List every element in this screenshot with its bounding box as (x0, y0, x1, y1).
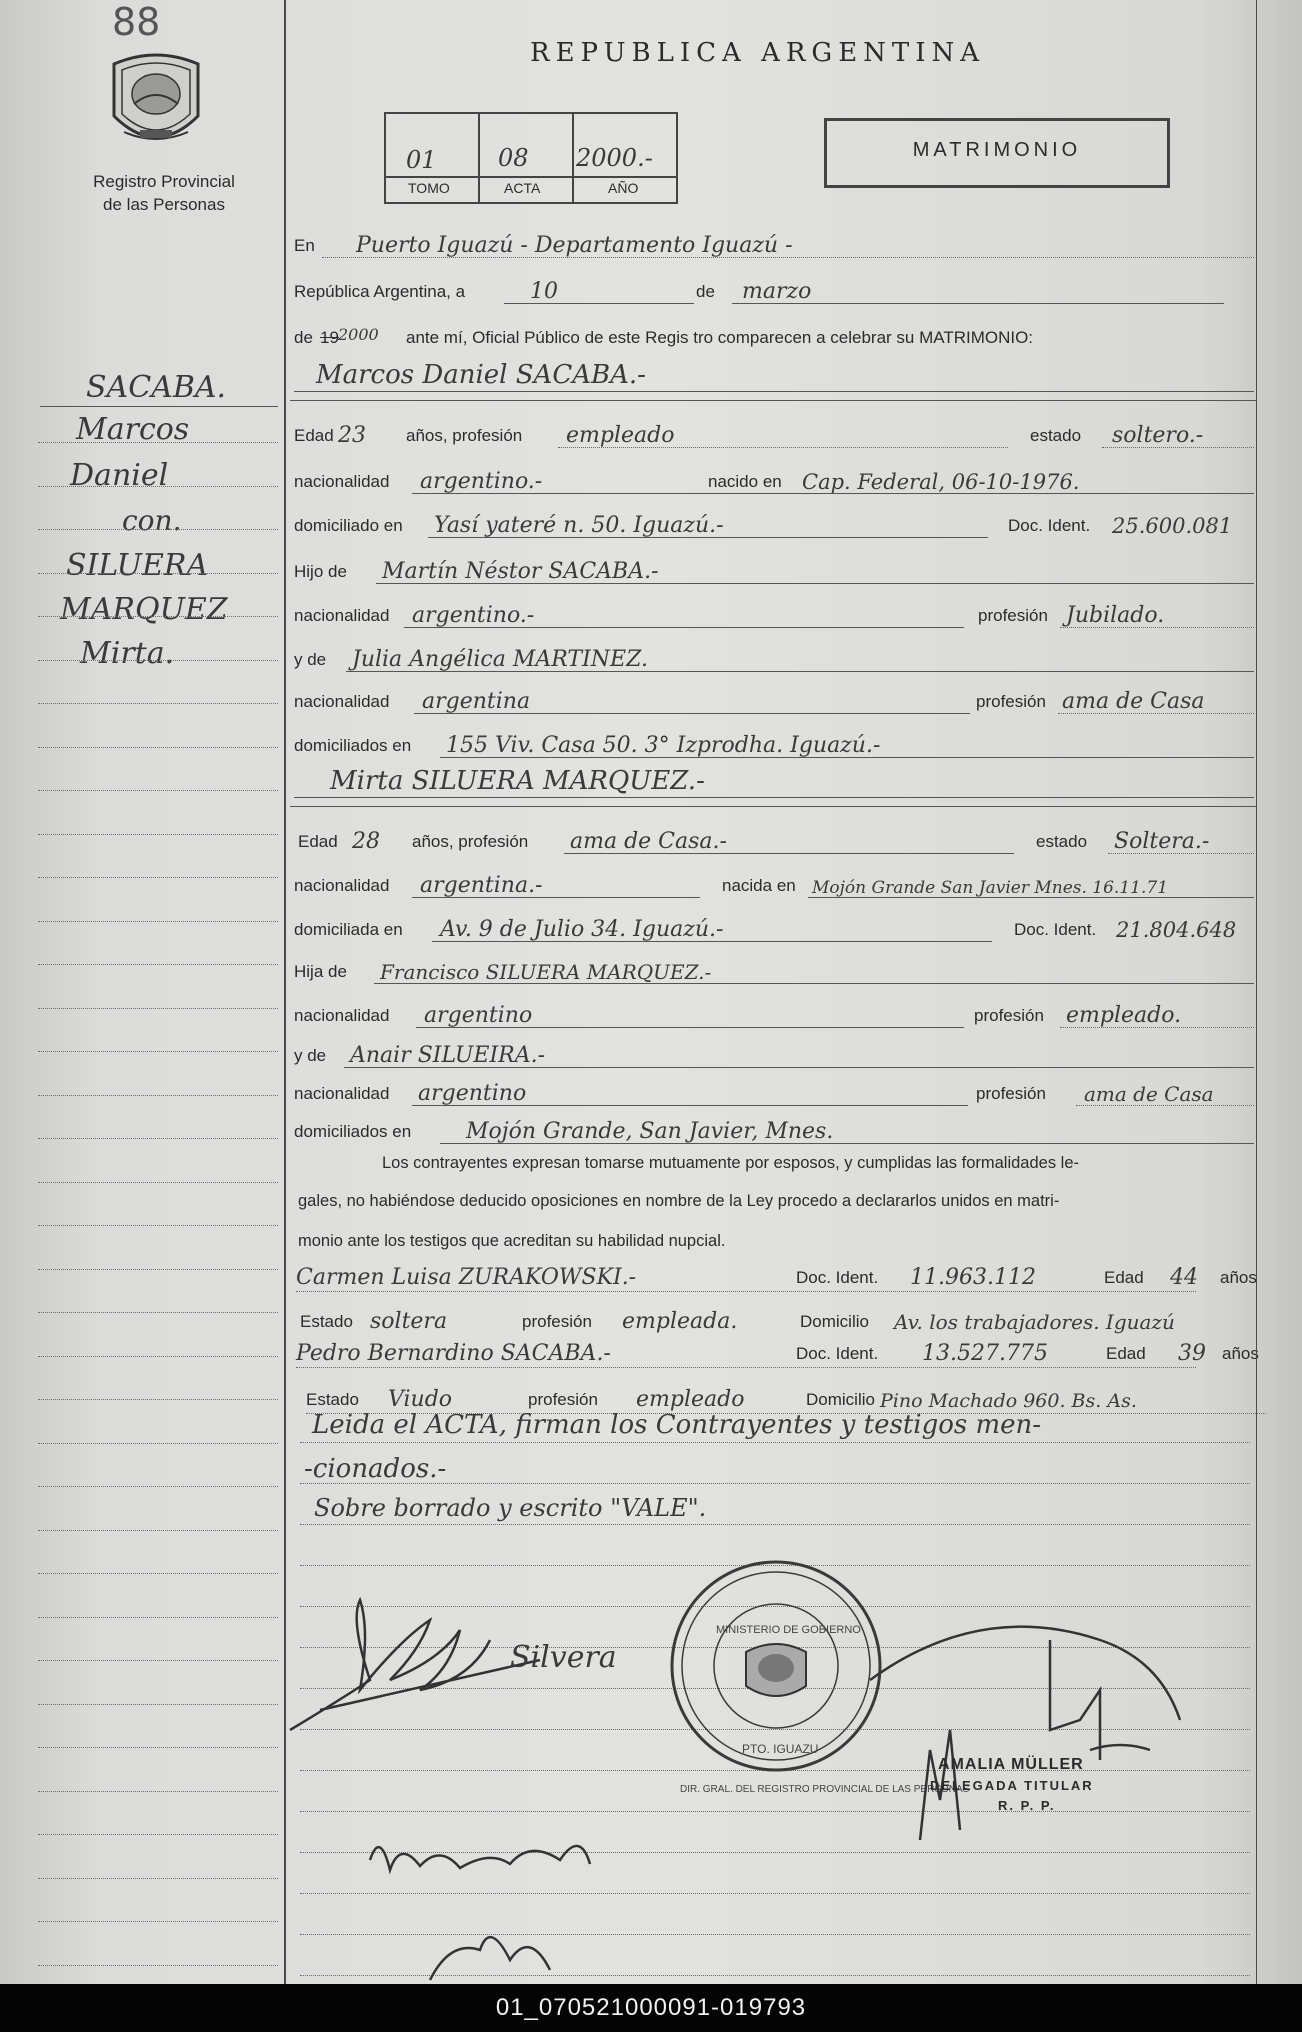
margin-rule-line (38, 486, 278, 487)
margin-rule-line (38, 1573, 278, 1574)
bride-mother-profession: ama de Casa (1084, 1082, 1214, 1106)
de-year-label: de (294, 328, 313, 347)
witness1-doc: 11.963.112 (910, 1265, 1036, 1290)
bride-name: Mirta SILUERA MARQUEZ.- (330, 766, 705, 796)
official-office: R. P. P. (998, 1798, 1056, 1813)
fill-line (322, 257, 1254, 258)
en-label: En (294, 236, 315, 255)
margin-rule-line (38, 1138, 278, 1139)
margin-rule-line (38, 1965, 278, 1966)
box-divider (572, 114, 574, 202)
edad-label: Edad (298, 832, 338, 851)
fill-line (504, 303, 694, 304)
bride-mother: Anair SILUEIRA.- (350, 1043, 546, 1068)
box-divider (386, 176, 676, 178)
estado-label: estado (1036, 832, 1088, 851)
margin-note-line: MARQUEZ (60, 592, 228, 627)
margin-rule-line (38, 1878, 278, 1879)
margin-note-line: Marcos (76, 412, 190, 447)
witness1-profession: empleada. (622, 1309, 738, 1334)
right-border (1256, 0, 1257, 1984)
estado-label: Estado (300, 1312, 353, 1331)
page-number: 88 (112, 0, 161, 44)
footer-code: 01_070521000091-019793 (0, 1984, 1302, 2032)
groom-doc: 25.600.081 (1112, 514, 1233, 538)
margin-rule-line (38, 660, 278, 661)
groom-domicile-row (294, 510, 1254, 540)
bride-parents-domicile-row (294, 1116, 1254, 1146)
margin-rule-line (38, 1747, 278, 1748)
bride-nationality-row (294, 870, 1254, 900)
fill-line (412, 897, 700, 898)
doc-label: Doc. Ident. (1008, 516, 1091, 535)
fill-line (412, 1105, 968, 1106)
declaration-line: monio ante los testigos que acreditan su habilidad nupcial. (298, 1232, 726, 1250)
margin-rule-line (38, 1791, 278, 1792)
fill-line (404, 627, 964, 628)
nacionalidad-label: nacionalidad (294, 472, 390, 491)
appear-text: ante mí, Oficial Público de este Regis tro comparecen a celebrar su MATRIMONIO: (406, 328, 1034, 347)
bride-father-nat-row (294, 1000, 1254, 1030)
fill-line (296, 1291, 1196, 1292)
fill-line (412, 493, 1254, 494)
margin-rule-line (38, 964, 278, 965)
closing-line: Sobre borrado y escrito "VALE". (314, 1494, 707, 1522)
witness2-name: Pedro Bernardino SACABA.- (296, 1341, 611, 1366)
bride-nationality: argentina.- (420, 873, 543, 898)
official-name: AMALIA MÜLLER (938, 1756, 1084, 1773)
margin-rule-line (38, 1312, 278, 1313)
tomo-acta-ano-box (384, 112, 678, 204)
groom-father-nationality: argentino.- (412, 603, 535, 628)
groom-father: Martín Néstor SACABA.- (382, 559, 659, 584)
groom-domicile: Yasí yateré n. 50. Iguazú.- (434, 513, 724, 538)
groom-father-profession: Jubilado. (1066, 603, 1165, 628)
margin-rule-line (38, 1008, 278, 1009)
anos-label: años (1222, 1344, 1259, 1363)
appear-row (294, 322, 1254, 352)
domicilio-label: Domicilio (806, 1390, 875, 1409)
republic-heading: REPUBLICA ARGENTINA (530, 38, 986, 68)
profesion-label: profesión (528, 1390, 598, 1409)
year-value: 2000 (338, 325, 379, 344)
edad-label: Edad (1104, 1268, 1144, 1287)
domiciliado-label: domiciliado en (294, 516, 403, 535)
fill-line (440, 1143, 1254, 1144)
groom-parents-domicile: 155 Viv. Casa 50. 3° Izprodha. Iguazú.- (446, 733, 881, 758)
fill-line (374, 983, 1254, 984)
witness1-domicile: Av. los trabajadores. Iguazú (894, 1310, 1175, 1334)
fill-line (416, 1027, 964, 1028)
margin-rule-line (38, 703, 278, 704)
groom-age: 23 (338, 423, 366, 448)
box-divider (478, 114, 480, 202)
margin-rule-line (38, 442, 278, 443)
bride-doc: 21.804.648 (1116, 918, 1237, 942)
stamp-town: PTO. IGUAZU (742, 1742, 819, 1756)
groom-nationality: argentino.- (420, 469, 543, 494)
bride-name-row (294, 768, 1254, 798)
witness-signatures-icon (360, 1820, 680, 1984)
margin-rule-line (38, 1530, 278, 1531)
estado-label: estado (1030, 426, 1082, 445)
groom-father-nat-row (294, 600, 1254, 630)
margin-rule-line (38, 1225, 278, 1226)
witness2-doc: 13.527.775 (922, 1341, 1048, 1366)
body-rule-line (300, 1483, 1250, 1484)
profesion-label: profesión (978, 606, 1048, 625)
fill-line (564, 853, 1014, 854)
year-struck: 19 (320, 328, 339, 347)
body-rule-line (300, 1442, 1250, 1443)
profesion-label: años, profesión (412, 832, 529, 851)
bride-domicile: Av. 9 de Julio 34. Iguazú.- (440, 917, 724, 942)
doc-label: Doc. Ident. (1014, 920, 1097, 939)
nacido-label: nacido en (708, 472, 782, 491)
place-value: Puerto Iguazú - Departamento Iguazú - (356, 233, 793, 258)
bride-estado: Soltera.- (1114, 829, 1210, 854)
margin-note-line: Mirta. (80, 636, 175, 671)
groom-name-row (294, 362, 1254, 392)
groom-nationality-row (294, 466, 1254, 496)
declaration-line: gales, no habiéndose deducido oposiciones en nombre de la Ley procedo a declararlos unidos en matri- (298, 1192, 1060, 1210)
margin-rule-line (38, 1704, 278, 1705)
bride-profession: ama de Casa.- (570, 829, 727, 854)
domicilio-label: Domicilio (800, 1312, 869, 1331)
witness1-row (296, 1262, 1262, 1292)
domiciliados-label: domiciliados en (294, 1122, 412, 1141)
bride-father: Francisco SILUERA MARQUEZ.- (380, 960, 712, 984)
groom-estado: soltero.- (1112, 423, 1204, 448)
witness2-estado: Viudo (388, 1387, 453, 1412)
tomo-value: 01 (406, 146, 437, 174)
margin-rule-line (38, 1356, 278, 1357)
month-value: marzo (742, 279, 812, 304)
margin-rule-line (38, 1617, 278, 1618)
section-divider (290, 400, 1256, 401)
day-value: 10 (530, 279, 558, 304)
fill-line (294, 391, 1254, 392)
groom-profession: empleado (566, 423, 675, 448)
profesion-label: profesión (976, 692, 1046, 711)
margin-rule-line (38, 834, 278, 835)
margin-surname: SACABA. (86, 370, 227, 405)
fill-line (344, 1067, 1254, 1068)
fill-line (294, 797, 1254, 798)
margin-note-line: con. (122, 504, 182, 537)
fill-line (1060, 627, 1254, 628)
bride-mother-nationality: argentino (418, 1081, 527, 1106)
groom-birth: Cap. Federal, 06-10-1976. (802, 470, 1080, 494)
bride-birth: Mojón Grande San Javier Mnes. 16.11.71 (812, 878, 1169, 898)
acta-value: 08 (498, 144, 529, 172)
hijo-label: Hijo de (294, 562, 347, 581)
margin-rule-line (38, 877, 278, 878)
nacionalidad-label: nacionalidad (294, 606, 390, 625)
margin-note-line: Daniel (70, 458, 169, 493)
nacionalidad-label: nacionalidad (294, 1006, 390, 1025)
anos-label: años (1220, 1268, 1257, 1287)
margin-rule-line (38, 1095, 278, 1096)
fill-line (808, 897, 1254, 898)
bride-mother-nat-row (294, 1078, 1254, 1108)
provincial-seal-icon (104, 46, 208, 158)
margin-separator (40, 406, 278, 407)
hija-label: Hija de (294, 962, 347, 981)
bride-parents-domicile: Mojón Grande, San Javier, Mnes. (466, 1119, 834, 1144)
fill-line (1060, 1027, 1254, 1028)
tomo-label: TOMO (408, 180, 450, 196)
edad-label: Edad (1106, 1344, 1146, 1363)
de-label: de (696, 282, 715, 301)
bride-age-row (294, 826, 1254, 856)
groom-mother-profession: ama de Casa (1062, 689, 1205, 714)
stamp-inner-text: MINISTERIO DE GOBIERNO (716, 1624, 861, 1636)
fill-line (376, 583, 1254, 584)
margin-note-line: SILUERA (66, 548, 209, 583)
groom-parents-domicile-row (294, 730, 1254, 760)
registry-name-line2: de las Personas (103, 195, 225, 214)
groom-mother-nat-row (294, 686, 1254, 716)
declaration-line: Los contrayentes expresan tomarse mutuamente por esposos, y cumplidas las formalidades le- (382, 1154, 1080, 1172)
witness2-age: 39 (1178, 1341, 1206, 1366)
domiciliada-label: domiciliada en (294, 920, 403, 939)
profesion-label: profesión (522, 1312, 592, 1331)
bride-father-row (294, 956, 1254, 986)
groom-father-row (294, 556, 1254, 586)
nacionalidad-label: nacionalidad (294, 692, 390, 711)
section-divider (290, 806, 1256, 807)
fill-line (440, 757, 1254, 758)
nacida-label: nacida en (722, 876, 796, 895)
fill-line (1102, 447, 1254, 448)
margin-rule-line (38, 747, 278, 748)
fill-line (432, 941, 992, 942)
ano-label: AÑO (608, 180, 639, 196)
profesion-label: profesión (976, 1084, 1046, 1103)
fill-line (346, 671, 1254, 672)
margin-rule-line (38, 1443, 278, 1444)
closing-line: -cionados.- (304, 1454, 447, 1484)
margin-rule-line (38, 1182, 278, 1183)
act-type: MATRIMONIO (912, 139, 1082, 161)
bride-signature: Silvera (510, 1640, 617, 1675)
y-de-label: y de (294, 650, 327, 669)
date-row (294, 276, 1254, 306)
fill-line (732, 303, 1224, 304)
groom-age-row (294, 420, 1254, 450)
margin-rule-line (38, 1269, 278, 1270)
fill-line (1108, 853, 1254, 854)
registry-name-line1: Registro Provincial (93, 172, 235, 191)
witness2-domicile: Pino Machado 960. Bs. As. (880, 1390, 1137, 1412)
acta-label: ACTA (504, 180, 541, 196)
republica-label: República Argentina, a (294, 282, 466, 301)
groom-mother-row (294, 644, 1254, 674)
fill-line (1076, 1105, 1254, 1106)
margin-rule-line (38, 616, 278, 617)
witness1-estado: soltera (370, 1309, 448, 1334)
margin-rule-line (38, 1834, 278, 1835)
groom-name: Marcos Daniel SACABA.- (316, 360, 646, 390)
witness2-profession: empleado (636, 1387, 745, 1412)
place-row (294, 230, 1254, 260)
margin-rule-line (38, 921, 278, 922)
nacionalidad-label: nacionalidad (294, 876, 390, 895)
act-type-box (824, 118, 1170, 188)
witness1-age: 44 (1170, 1265, 1198, 1290)
margin-rule-line (38, 1051, 278, 1052)
fill-line (296, 1367, 1196, 1368)
groom-mother: Julia Angélica MARTINEZ. (352, 647, 648, 672)
ano-value: 2000.- (576, 144, 653, 172)
bride-father-nationality: argentino (424, 1003, 533, 1028)
bride-domicile-row (294, 914, 1254, 944)
fill-line (414, 713, 970, 714)
body-rule-line (300, 1524, 1250, 1525)
domiciliados-label: domiciliados en (294, 736, 412, 755)
bride-mother-row (294, 1040, 1254, 1070)
margin-rule-line (38, 529, 278, 530)
official-role: DELEGADA TITULAR (930, 1778, 1094, 1793)
closing-line: Leida el ACTA, firman los Contrayentes y testigos men- (312, 1410, 1042, 1440)
fill-line (558, 447, 1008, 448)
groom-mother-nationality: argentina (422, 689, 531, 714)
witness2-row (296, 1338, 1262, 1368)
fill-line (428, 537, 988, 538)
fill-line (1058, 713, 1254, 714)
doc-label: Doc. Ident. (796, 1268, 879, 1287)
margin-rule-line (38, 1486, 278, 1487)
edad-label: Edad (294, 426, 334, 445)
bride-father-profession: empleado. (1066, 1003, 1182, 1028)
margin-rule-line (38, 1921, 278, 1922)
bride-age: 28 (352, 829, 380, 854)
nacionalidad-label: nacionalidad (294, 1084, 390, 1103)
margin-rule-line (38, 1660, 278, 1661)
margin-rule-line (38, 1399, 278, 1400)
witness1-detail-row (300, 1306, 1280, 1336)
profesion-label: años, profesión (406, 426, 523, 445)
margin-rule-line (38, 573, 278, 574)
witness1-name: Carmen Luisa ZURAKOWSKI.- (296, 1265, 637, 1290)
doc-label: Doc. Ident. (796, 1344, 879, 1363)
profesion-label: profesión (974, 1006, 1044, 1025)
stamp-ring-text: DIR. GRAL. DEL REGISTRO PROVINCIAL DE LAS PERSONAS (680, 1784, 970, 1795)
estado-label: Estado (306, 1390, 359, 1409)
y-de-label: y de (294, 1046, 327, 1065)
margin-rule-line (38, 790, 278, 791)
